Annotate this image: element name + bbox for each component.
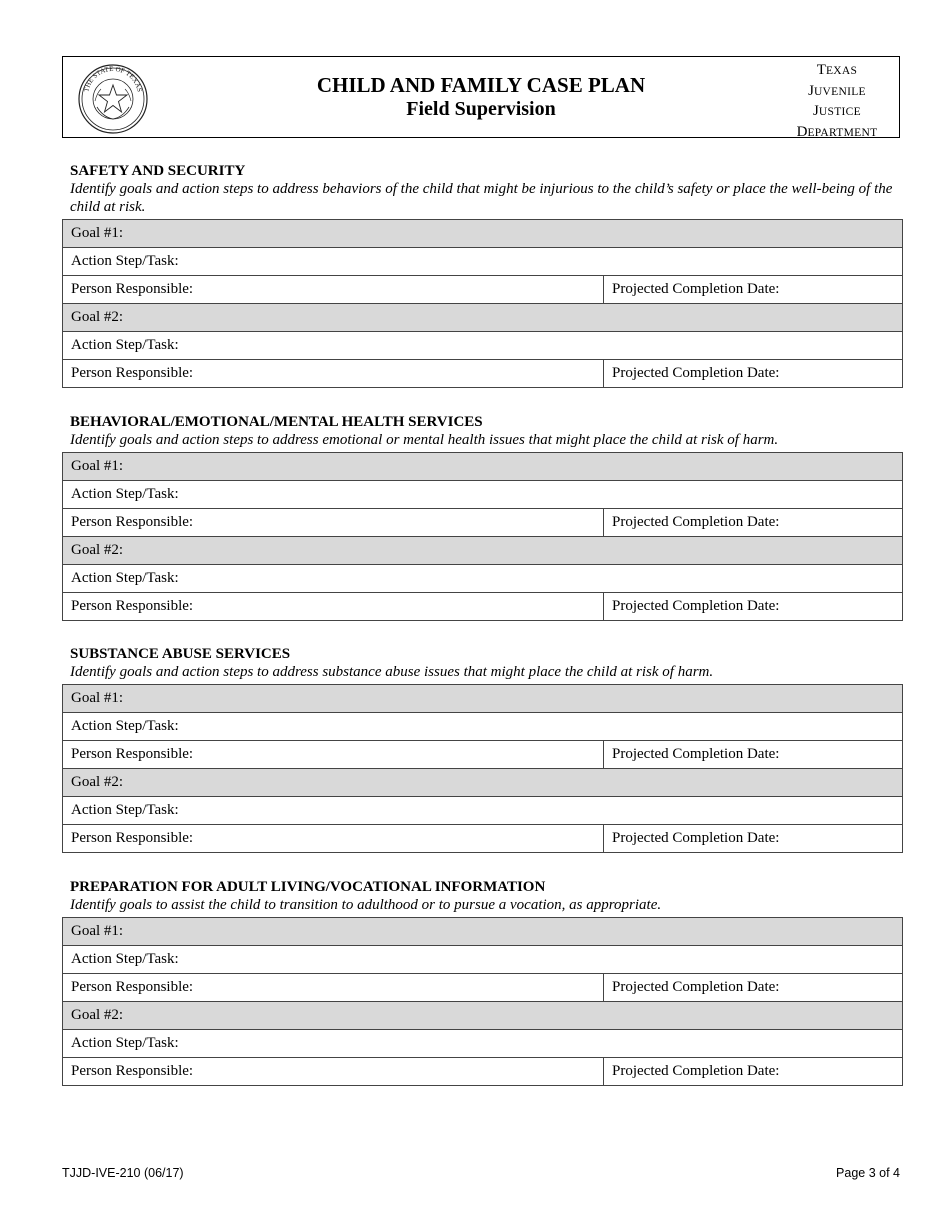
agency-line: JUVENILE [808,82,866,99]
section-heading: PREPARATION FOR ADULT LIVING/VOCATIONAL INFORMATION [70,879,546,895]
person-responsible-field[interactable]: Person Responsible: [63,509,604,537]
person-responsible-field[interactable]: Person Responsible: [63,360,604,388]
person-responsible-field[interactable]: Person Responsible: [63,1058,604,1086]
action-step-field[interactable]: Action Step/Task: [63,565,903,593]
section-substance-abuse [62,646,902,853]
completion-date-field[interactable]: Projected Completion Date: [604,1058,903,1086]
page-title: CHILD AND FAMILY CASE PLAN [316,73,646,97]
action-step-field[interactable]: Action Step/Task: [63,248,903,276]
goals-table [62,452,903,621]
goal-1-field[interactable]: Goal #1: [63,453,903,481]
section-description: Identify goals and action steps to address behaviors of the child that might be injurious to the child’s safety or place the well-being of the child at risk. [70,181,893,215]
goals-table [62,219,903,388]
section-safety-security [62,163,902,388]
form-id: TJJD-IVE-210 (06/17) [62,1166,184,1180]
page-number: Page 3 of 4 [836,1166,900,1180]
completion-date-field[interactable]: Projected Completion Date: [604,593,903,621]
action-step-field[interactable]: Action Step/Task: [63,332,903,360]
goal-2-field[interactable]: Goal #2: [63,769,903,797]
completion-date-field[interactable]: Projected Completion Date: [604,825,903,853]
completion-date-field[interactable]: Projected Completion Date: [604,360,903,388]
section-description: Identify goals and action steps to address emotional or mental health issues that might place the child at risk of harm. [70,432,779,448]
agency-line: TEXAS [816,62,858,78]
section-heading: SAFETY AND SECURITY [70,163,246,179]
form-header [62,56,900,138]
goal-2-field[interactable]: Goal #2: [63,537,903,565]
action-step-field[interactable]: Action Step/Task: [63,481,903,509]
section-heading: BEHAVIORAL/EMOTIONAL/MENTAL HEALTH SERVICES [70,414,483,430]
title-block [63,73,899,121]
goal-2-field[interactable]: Goal #2: [63,1002,903,1030]
completion-date-field[interactable]: Projected Completion Date: [604,974,903,1002]
completion-date-field[interactable]: Projected Completion Date: [604,741,903,769]
svg-text:THE STATE OF TEXAS: THE STATE OF TEXAS [82,64,144,93]
goals-table [62,917,903,1086]
agency-line: JUSTICE [813,103,861,119]
section-description: Identify goals and action steps to address substance abuse issues that might place the child at risk of harm. [70,664,714,680]
page-subtitle: Field Supervision [406,98,556,120]
goal-2-field[interactable]: Goal #2: [63,304,903,332]
section-heading: SUBSTANCE ABUSE SERVICES [70,646,291,662]
goal-1-field[interactable]: Goal #1: [63,685,903,713]
goals-table [62,684,903,853]
action-step-field[interactable]: Action Step/Task: [63,713,903,741]
person-responsible-field[interactable]: Person Responsible: [63,593,604,621]
section-behavioral-health [62,414,902,621]
action-step-field[interactable]: Action Step/Task: [63,1030,903,1058]
action-step-field[interactable]: Action Step/Task: [63,946,903,974]
completion-date-field[interactable]: Projected Completion Date: [604,276,903,304]
goal-1-field[interactable]: Goal #1: [63,220,903,248]
section-adult-living [62,879,902,1086]
agency-line: DEPARTMENT [796,123,878,140]
agency-name [787,61,887,143]
section-description: Identify goals to assist the child to transition to adulthood or to pursue a vocation, as appropriate. [70,897,662,913]
goal-1-field[interactable]: Goal #1: [63,918,903,946]
completion-date-field[interactable]: Projected Completion Date: [604,509,903,537]
action-step-field[interactable]: Action Step/Task: [63,797,903,825]
person-responsible-field[interactable]: Person Responsible: [63,741,604,769]
person-responsible-field[interactable]: Person Responsible: [63,825,604,853]
person-responsible-field[interactable]: Person Responsible: [63,276,604,304]
person-responsible-field[interactable]: Person Responsible: [63,974,604,1002]
